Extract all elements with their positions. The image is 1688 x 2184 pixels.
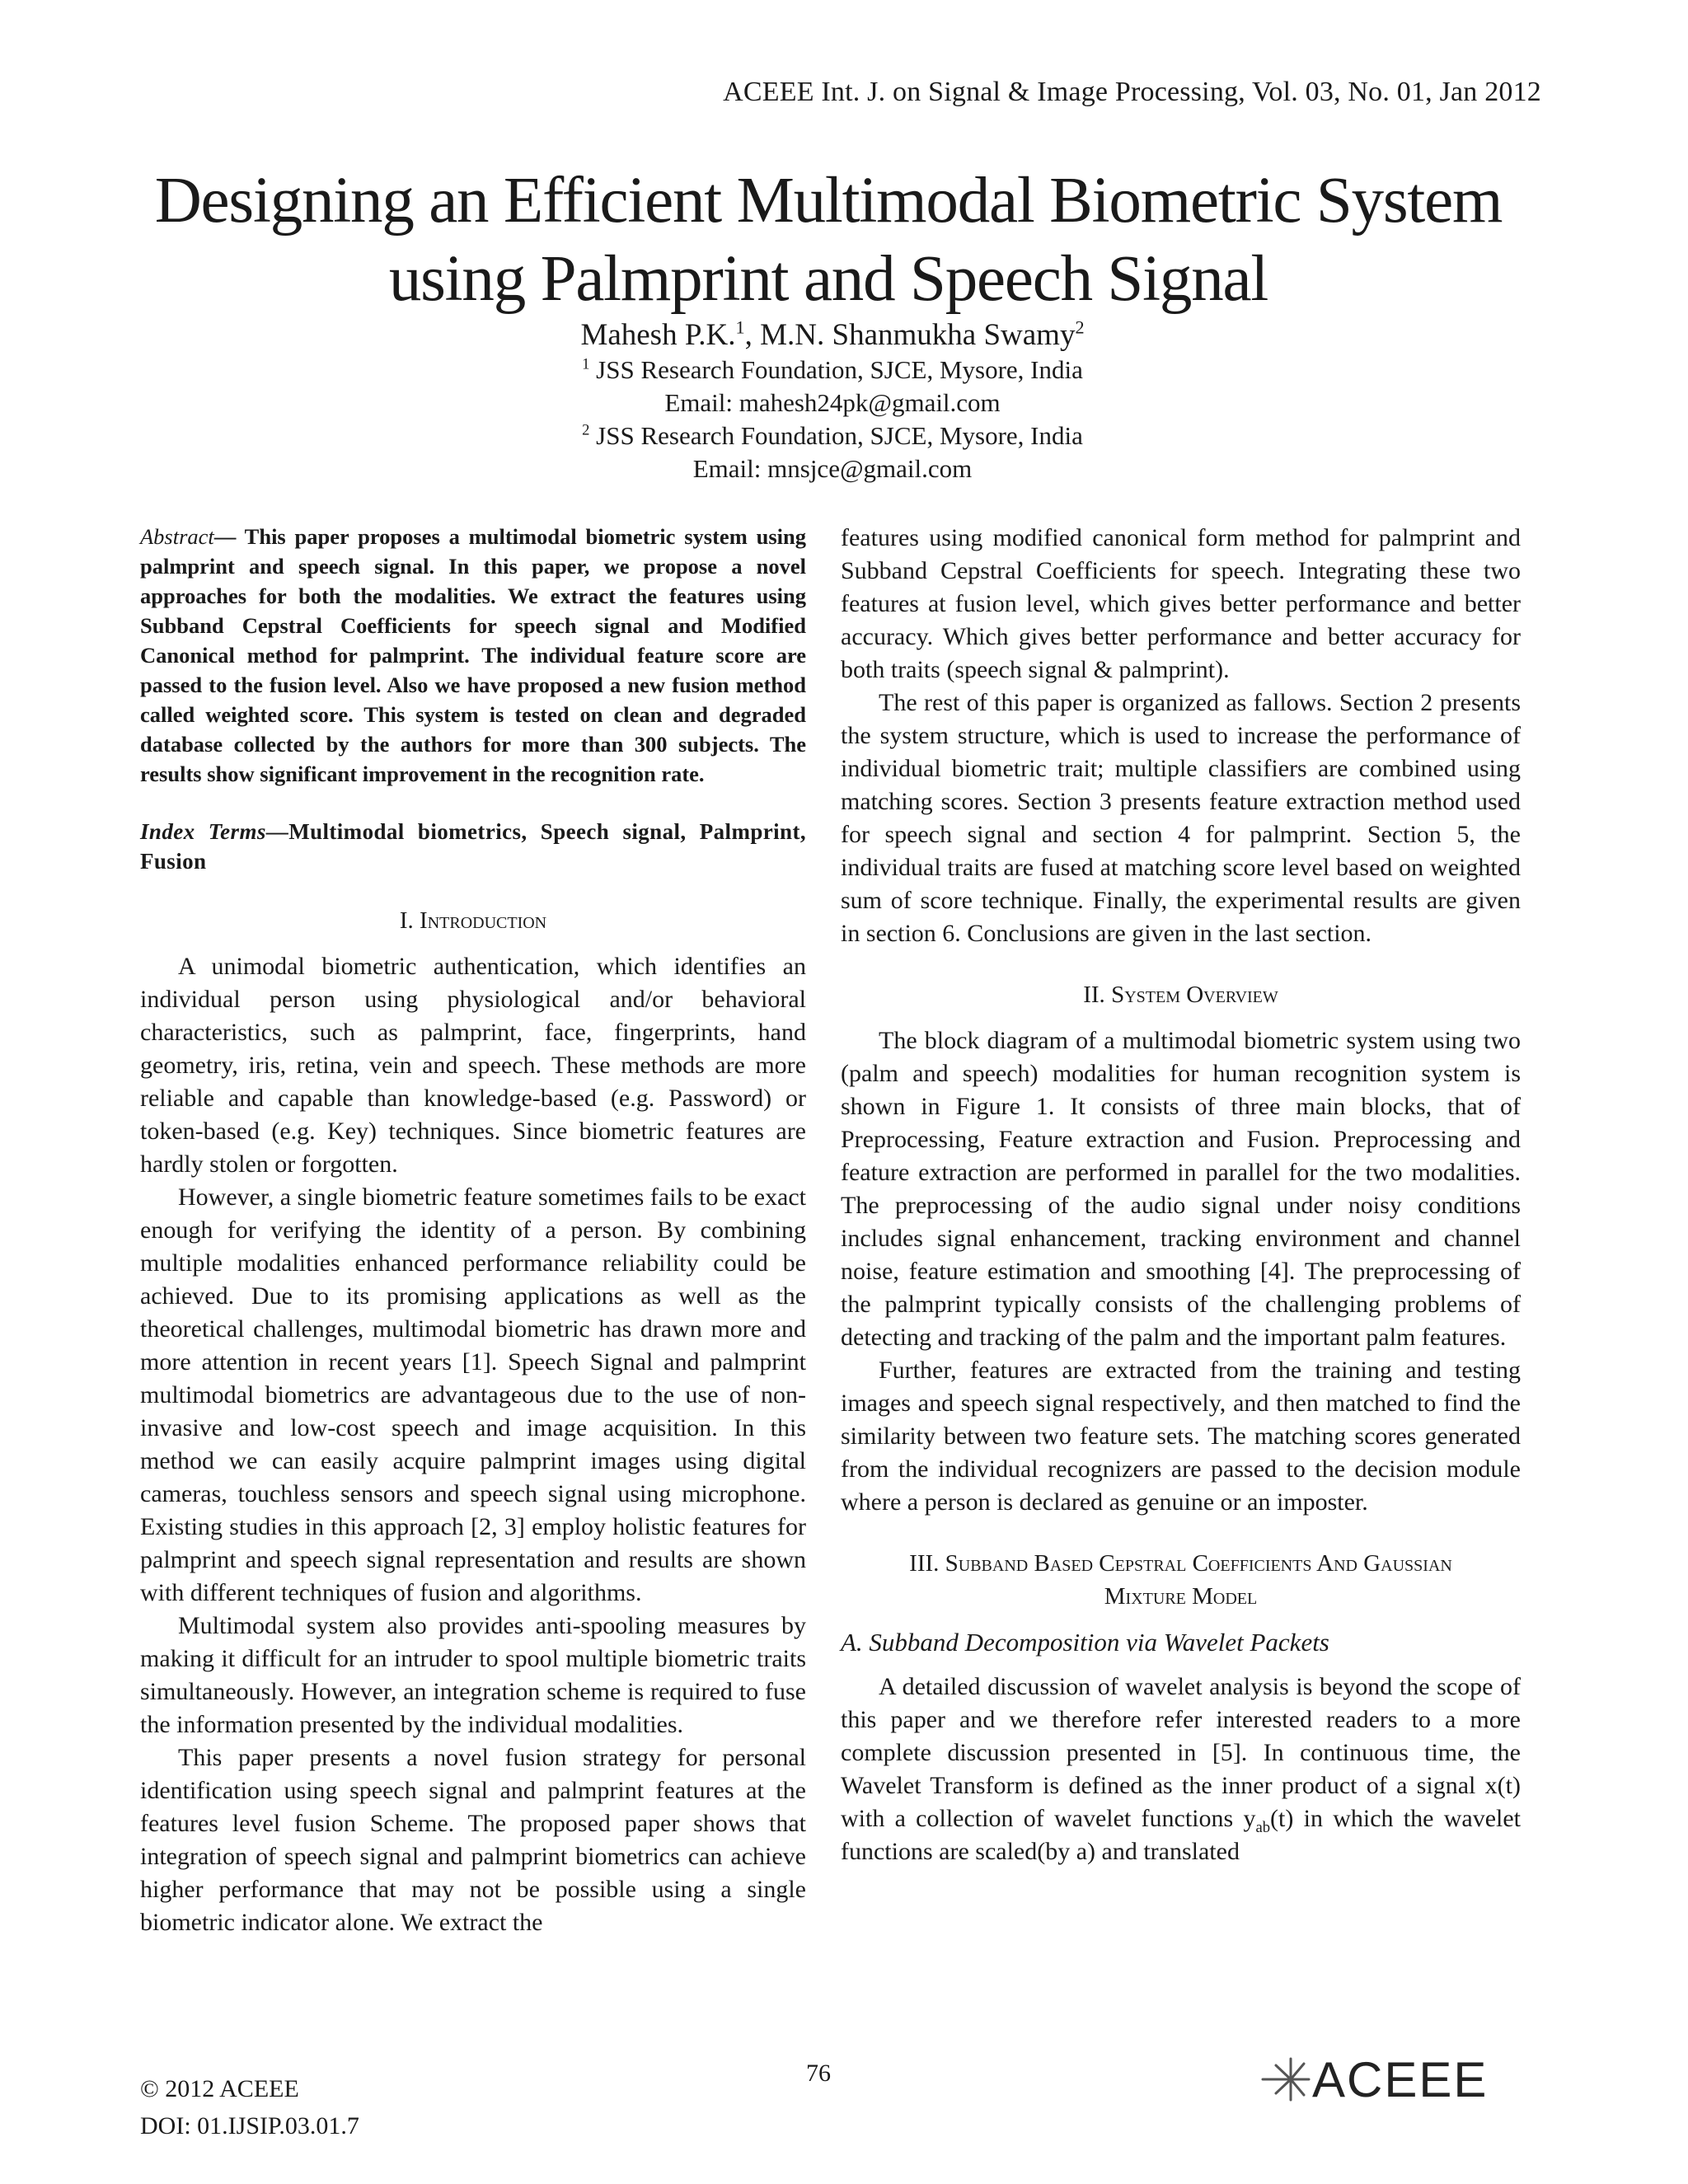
right-column (841, 522, 1521, 1868)
section-title: System Overview (1111, 982, 1278, 1008)
footer-left (140, 2070, 359, 2144)
affiliation-1-email: Email: mahesh24pk@gmail.com (664, 388, 1001, 417)
affiliation-2-text: JSS Research Foundation, SJCE, Mysore, India (589, 421, 1083, 450)
section-number: I. (399, 907, 420, 934)
index-terms (140, 817, 806, 876)
subsection-heading: A. Subband Decomposition via Wavelet Packets (841, 1628, 1329, 1657)
authors-block (462, 317, 1203, 485)
author-2: M.N. Shanmukha Swamy (760, 318, 1076, 352)
affiliation-2 (462, 419, 1203, 452)
section-title: Introduction (420, 907, 547, 934)
author-separator: , (744, 318, 761, 352)
abstract-dash: — (213, 524, 245, 549)
paragraph: Multimodal system also provides anti-spooling measures by making it difficult for an intruder to spool multiple biometric traits simultaneously. However, an integration scheme is required to fuse the information presented by the individual modalities. (140, 1612, 806, 1738)
doi: DOI: 01.IJSIP.03.01.7 (140, 2112, 359, 2139)
aceee-logo (1259, 2051, 1489, 2107)
affiliation-1 (462, 354, 1203, 387)
logo-text: ACEEE (1312, 2051, 1489, 2107)
page-number: 76 (806, 2060, 831, 2087)
left-column (140, 522, 806, 1939)
index-terms-text: Multimodal biometrics, Speech signal, Palmprint, Fusion (140, 819, 807, 874)
paragraph: features using modified canonical form method for palmprint and Subband Cepstral Coefficients for speech. Integrating these two features at fusion level, which gives better performance and better accuracy. Which gives better performance and better accuracy for both traits (speech signal & palmprint). (841, 524, 1521, 683)
paper-title-line-1: Designing an Efficient Multimodal Biometric System (154, 165, 1503, 237)
paragraph: This paper presents a novel fusion strategy for personal identification using speech signal and palmprint features at the features level fusion Scheme. The proposed paper shows that integration of speech signal and palmprint biometrics can achieve higher performance that may not be possible using a single biometric indicator alone. We extract the (140, 1744, 806, 1936)
paragraph (841, 1671, 1521, 1868)
copyright: © 2012 ACEEE (140, 2075, 299, 2102)
section-heading-introduction (140, 904, 806, 937)
authors-line (462, 317, 1203, 354)
paragraph: The block diagram of a multimodal biometric system using two (palm and speech) modalities for human recognition system is shown in Figure 1. It consists of three main blocks, that of Preprocessing, Feature extraction and Fusion. Preprocessing and feature extraction are performed in parallel for the two modalities. The preprocessing of the audio signal under noisy conditions includes signal enhancement, tracking environment and channel noise, feature estimation and smoothing [4]. The preprocessing of the palmprint typically consists of the challenging problems of detecting and tracking of the palm and the important palm features. (841, 1027, 1521, 1351)
author-2-affil-mark: 2 (1075, 316, 1085, 338)
paragraph: Further, features are extracted from the training and testing images and speech signal respectively, and then matched to find the similarity between two feature sets. The matching scores generated from the individual recognizers are passed to the decision module where a person is declared as genuine or an imposter. (841, 1357, 1521, 1516)
journal-header: ACEEE Int. J. on Signal & Image Processing, Vol. 03, No. 01, Jan 2012 (723, 77, 1541, 107)
affiliation-1-mark: 1 (582, 355, 590, 373)
index-terms-dash: — (265, 819, 289, 844)
paragraph-text: (t) in which the wavelet functions are scaled(by a) and translated (841, 1805, 1521, 1865)
paragraph: However, a single biometric feature sometimes fails to be exact enough for verifying the identity of a person. By combining multiple modalities enhanced performance reliability could be achieved. Due to its promising applications as well as the theoretical challenges, multimodal biometric has drawn more and more attention in recent years [1]. Speech Signal and palmprint multimodal biometrics are advantageous due to the use of non-invasive and low-cost speech and image acquisition. In this method we can easily acquire palmprint images using digital cameras, touchless sensors and speech signal using microphone. Existing studies in this approach [2, 3] employ holistic features for palmprint and speech signal representation and results are shown with different techniques of fusion and algorithms. (140, 1183, 806, 1606)
paper-title-line-2: using Palmprint and Speech Signal (388, 243, 1268, 315)
star-burst-icon (1259, 2054, 1312, 2105)
section-title-line-2: Mixture Model (1104, 1583, 1258, 1610)
paragraph: A unimodal biometric authentication, which identifies an individual person using physiological and/or behavioral characteristics, such as palmprint, face, fingerprints, hand geometry, iris, retina, vein and speech. These methods are more reliable and capable than knowledge-based (e.g. Password) or token-based (e.g. Key) techniques. Since biometric features are hardly stolen or forgotten. (140, 953, 806, 1178)
abstract-label: Abstract (140, 524, 214, 549)
section-number: II. (1083, 982, 1112, 1008)
section-heading-system-overview (841, 978, 1521, 1011)
index-terms-label: Index Terms (140, 819, 266, 844)
paragraph: The rest of this paper is organized as fallows. Section 2 presents the system structure, which is used to increase the performance of individual biometric trait; multiple classifiers are combined using matching scores. Section 3 presents feature extraction method used for speech signal and section 4 for palmprint. Section 5, the individual traits are fused at matching score level based on weighted sum of score technique. Finally, the experimental results are given in section 6. Conclusions are given in the last section. (841, 689, 1521, 947)
section-heading-subband (841, 1547, 1521, 1613)
abstract (140, 522, 806, 789)
section-number: III. (909, 1550, 945, 1577)
author-1-affil-mark: 1 (735, 316, 745, 338)
abstract-text: This paper proposes a multimodal biometric system using palmprint and speech signal. In this paper, we propose a novel approaches for both the modalities. We extract the features using Subband Cepstral Coefficients for speech signal and Modified Canonical method for palmprint. The individual feature score are passed to the fusion level. Also we have proposed a new fusion method called weighted score. This system is tested on clean and degraded database collected by the authors for more than 300 subjects. The results show significant improvement in the recognition rate. (140, 524, 806, 786)
affiliation-2-email: Email: mnsjce@gmail.com (692, 454, 973, 483)
affiliation-2-mark: 2 (582, 421, 590, 439)
author-1: Mahesh P.K. (580, 318, 736, 352)
subscript: ab (1255, 1819, 1271, 1836)
affiliation-1-text: JSS Research Foundation, SJCE, Mysore, India (589, 355, 1083, 384)
section-title-line-1: Subband Based Cepstral Coefficients And Gaussian (945, 1550, 1452, 1577)
paragraph-text: A detailed discussion of wavelet analysis is beyond the scope of this paper and we therefore refer interested readers to a more complete discussion presented in [5]. In continuous time, the Wavelet Transform is defined as the inner product of a signal x(t) with a collection of wavelet functions y (841, 1673, 1521, 1832)
paper-title (124, 162, 1533, 318)
spacer (841, 950, 1521, 978)
spacer (841, 1519, 1521, 1547)
